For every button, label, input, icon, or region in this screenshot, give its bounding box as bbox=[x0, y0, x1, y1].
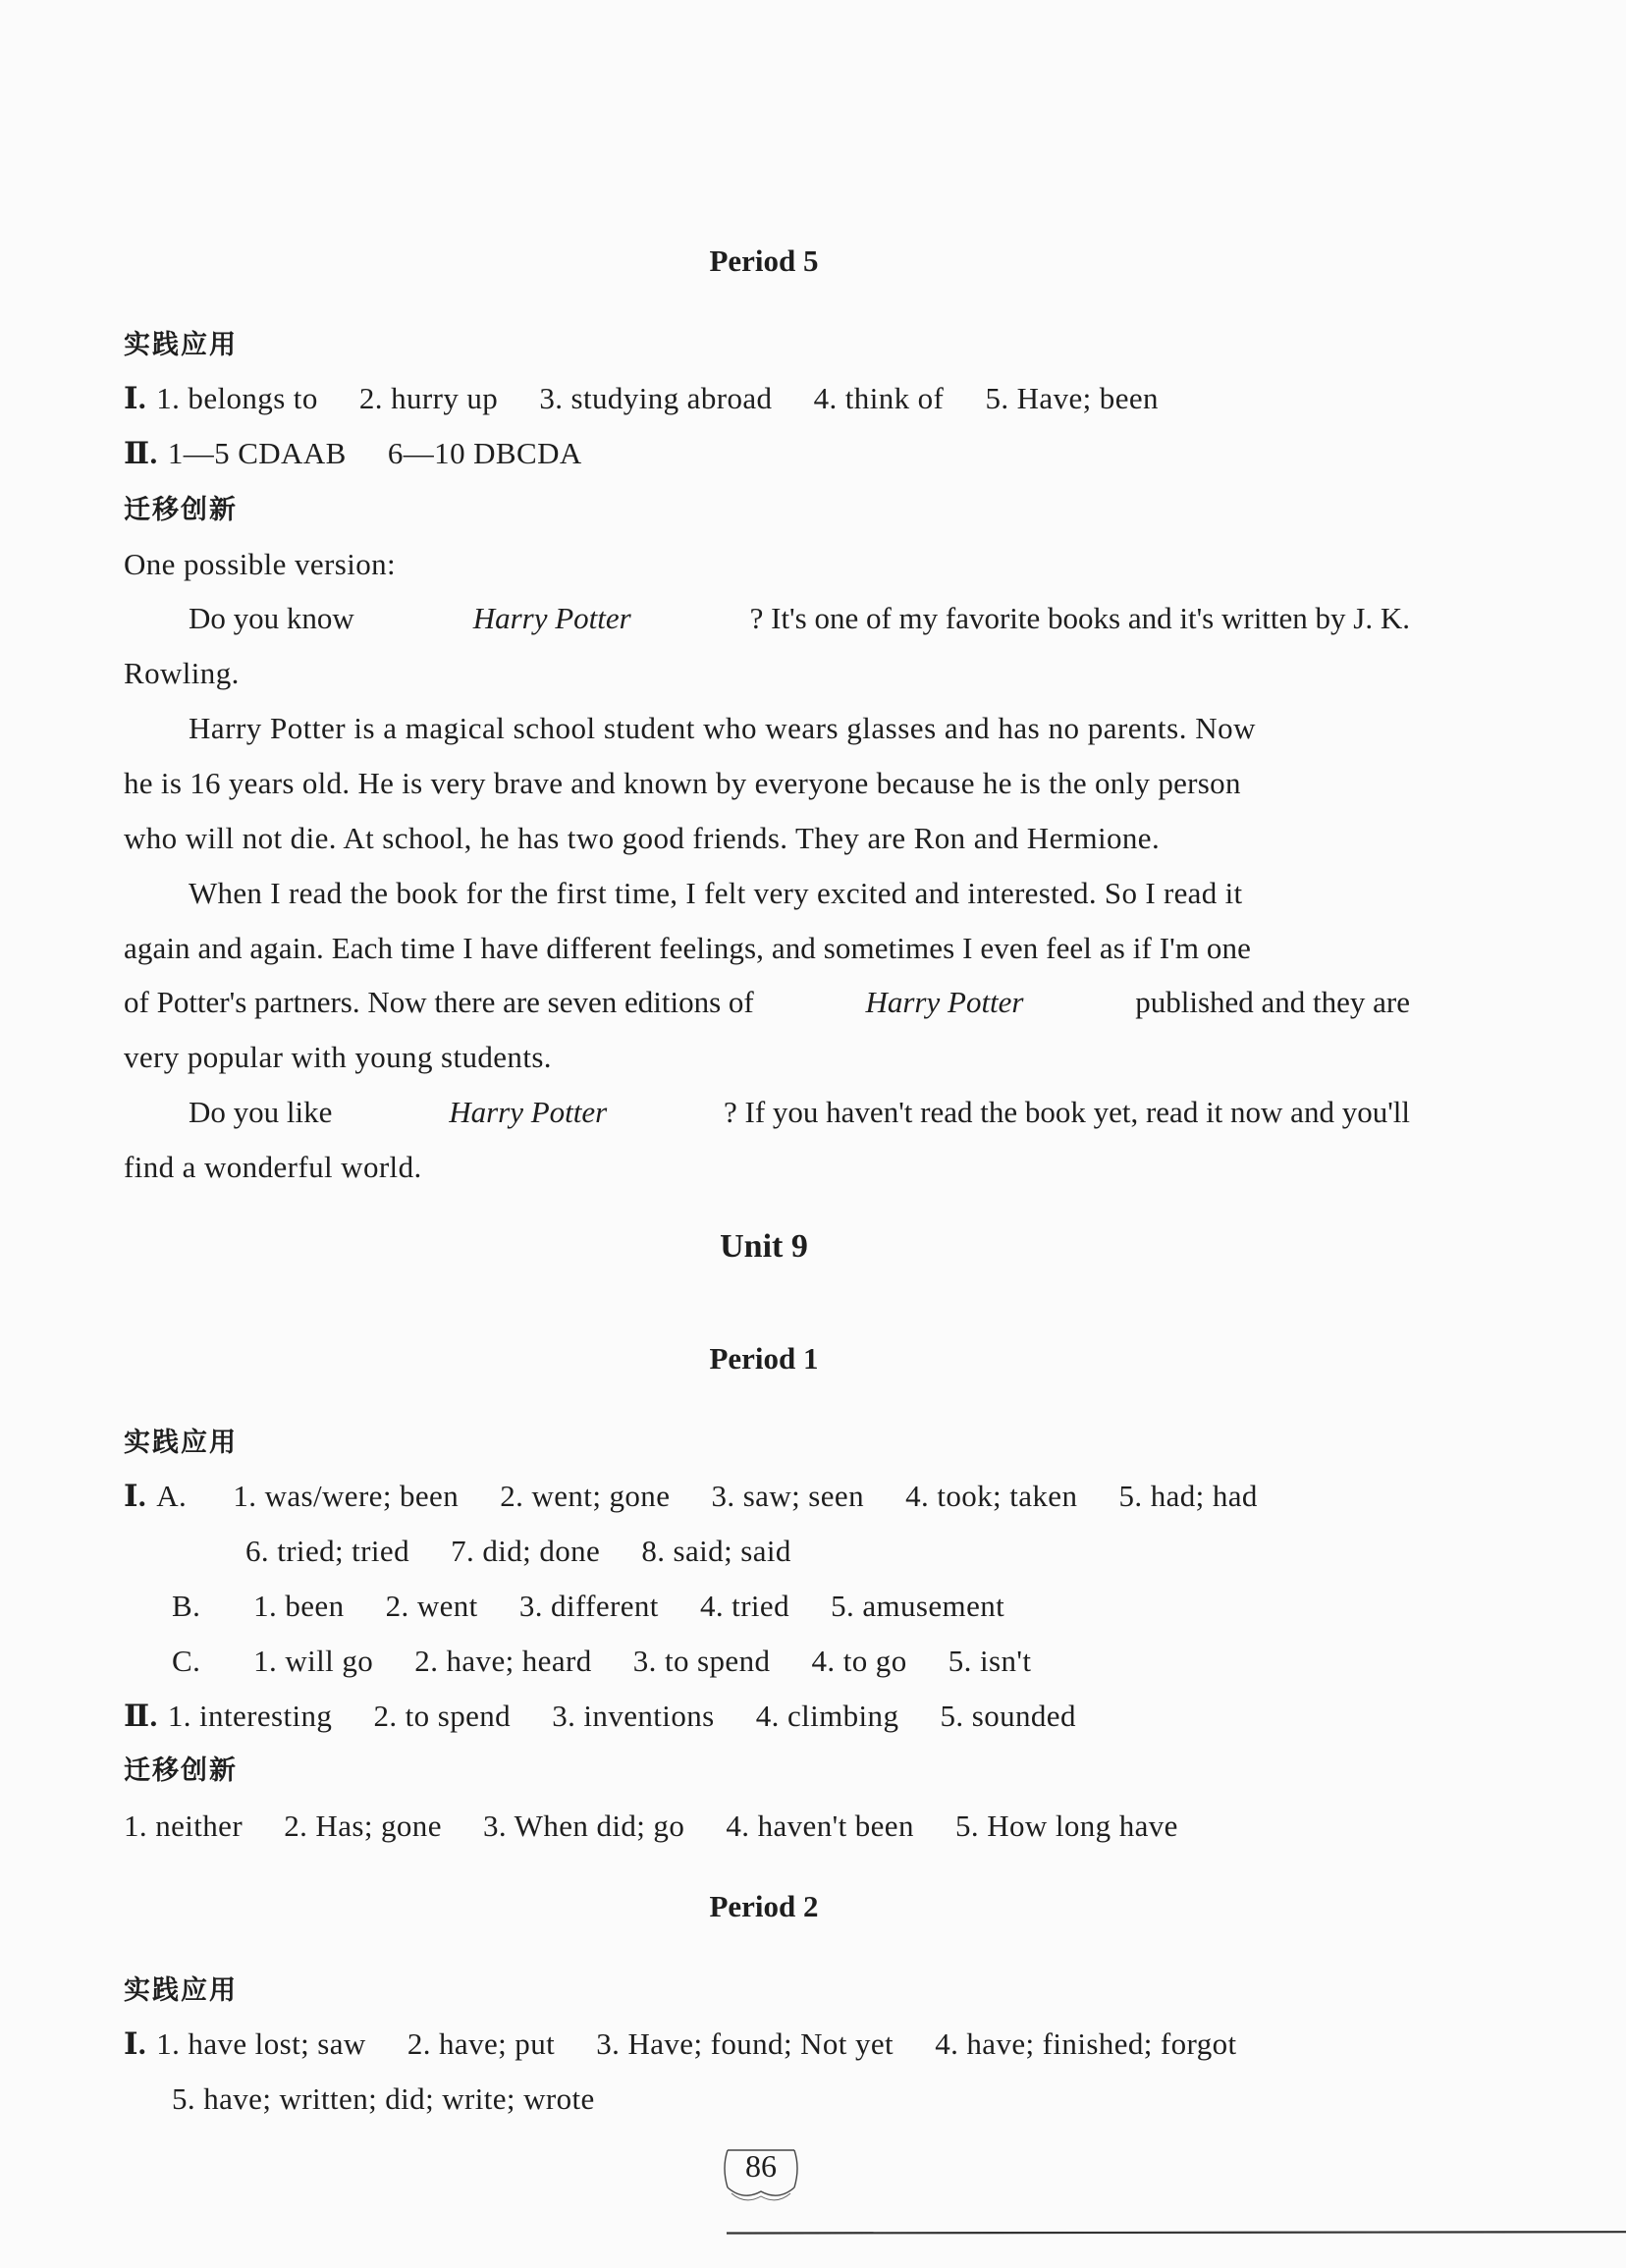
answer-item: 1. been bbox=[253, 1589, 345, 1623]
essay-paragraph-3-line-4: very popular with young students. bbox=[124, 1040, 552, 1074]
essay-paragraph-3-line-1: When I read the book for the first time, I felt very excited and interested. So I read it bbox=[189, 876, 1243, 910]
practice-section-label: 实践应用 bbox=[124, 330, 238, 360]
period1-part-1-a-row-2 bbox=[245, 1532, 791, 1571]
essay-paragraph-2-line-3: who will not die. At school, he has two good friends. They are Ron and Hermione. bbox=[124, 821, 1161, 855]
essay-text: Do you like bbox=[189, 1095, 333, 1129]
answer-item: 8. said; said bbox=[641, 1534, 791, 1568]
period-5-heading: Period 5 bbox=[709, 243, 819, 278]
period1-part-2-answers bbox=[124, 1697, 1076, 1736]
period1-part-1-b bbox=[172, 1587, 1004, 1626]
essay-intro: One possible version: bbox=[124, 547, 397, 581]
answer-item: 6. tried; tried bbox=[245, 1534, 409, 1568]
subsection-letter: C. bbox=[172, 1644, 201, 1678]
essay-paragraph-2-line-1: Harry Potter is a magical school student who wears glasses and has no parents. Now bbox=[189, 711, 1257, 745]
answer-item: 1. neither bbox=[124, 1809, 244, 1843]
footer-rule bbox=[727, 2231, 1626, 2235]
answer-item: 5. sounded bbox=[940, 1699, 1076, 1733]
answer-item: 2. hurry up bbox=[358, 381, 499, 415]
period2-part-1-row-2 bbox=[172, 2079, 595, 2119]
essay-paragraph-1-line-1 bbox=[189, 599, 1410, 638]
answer-item: 1. was/were; been bbox=[233, 1479, 460, 1513]
answer-item: 4. climbing bbox=[755, 1699, 899, 1733]
essay-text: of Potter's partners. Now there are seven editions of bbox=[124, 985, 754, 1019]
answer-item: 4. think of bbox=[813, 381, 945, 415]
answer-item: 3. studying abroad bbox=[539, 381, 773, 415]
period5-part-1-answers bbox=[124, 379, 1159, 418]
answer-item: 2. went; gone bbox=[500, 1479, 671, 1513]
essay-paragraph-3-line-3 bbox=[124, 983, 1410, 1022]
answer-item: 4. took; taken bbox=[905, 1479, 1078, 1513]
answer-item: 2. have; put bbox=[406, 2026, 556, 2061]
answer-item: 3. inventions bbox=[552, 1699, 715, 1733]
answer-item: 5. amusement bbox=[831, 1589, 1005, 1623]
answer-item: 3. different bbox=[518, 1589, 659, 1623]
subsection-letter: B. bbox=[172, 1589, 201, 1623]
answer-item: 7. did; done bbox=[451, 1534, 601, 1568]
essay-paragraph-2-line-2: he is 16 years old. He is very brave and known by everyone because he is the only person bbox=[124, 766, 1241, 800]
roman-numeral-2: Ⅱ. bbox=[124, 1699, 158, 1733]
answer-item: 5. isn't bbox=[948, 1644, 1032, 1678]
answer-item: 1. belongs to bbox=[156, 381, 318, 415]
answer-item: 5. How long have bbox=[955, 1809, 1178, 1843]
roman-numeral-2: Ⅱ. bbox=[124, 436, 158, 470]
period5-part-2-answers bbox=[124, 434, 582, 473]
subsection-letter: A. bbox=[156, 1479, 188, 1513]
answer-item: 4. haven't been bbox=[726, 1809, 914, 1843]
answer-item: 2. went bbox=[385, 1589, 478, 1623]
page-number-text: 86 bbox=[745, 2148, 777, 2184]
transfer-section-label: 迁移创新 bbox=[124, 1755, 238, 1786]
answer-item: 5. have; written; did; write; wrote bbox=[172, 2081, 595, 2116]
period1-part-1-a-row-1 bbox=[124, 1477, 1258, 1516]
answer-item: 4. have; finished; forgot bbox=[935, 2026, 1237, 2061]
period-2-heading: Period 2 bbox=[709, 1889, 819, 1923]
answer-item: 4. tried bbox=[699, 1589, 789, 1623]
answer-item: 5. Have; been bbox=[985, 381, 1159, 415]
answer-item: 5. had; had bbox=[1118, 1479, 1258, 1513]
essay-paragraph-4-line-1 bbox=[189, 1093, 1410, 1132]
answer-item: 2. have; heard bbox=[414, 1644, 592, 1678]
essay-paragraph-1-line-2: Rowling. bbox=[124, 656, 240, 690]
essay-text: ? It's one of my favorite books and it's written by J. K. bbox=[749, 601, 1410, 635]
transfer-section-label: 迁移创新 bbox=[124, 495, 238, 525]
practice-section-label: 实践应用 bbox=[124, 1975, 238, 2006]
page-number bbox=[714, 2144, 808, 2203]
unit-9-heading: Unit 9 bbox=[720, 1228, 808, 1265]
answer-item: 4. to go bbox=[811, 1644, 907, 1678]
book-title: Harry Potter bbox=[472, 601, 631, 635]
answer-item: 2. Has; gone bbox=[284, 1809, 442, 1843]
period1-transfer-answers bbox=[124, 1807, 1178, 1846]
period2-part-1-row-1 bbox=[124, 2025, 1237, 2064]
essay-text: ? If you haven't read the book yet, read it now and you'll bbox=[724, 1095, 1410, 1129]
answer-item: 3. to spend bbox=[632, 1644, 771, 1678]
answer-item: 1—5 CDAAB bbox=[167, 436, 347, 470]
answer-item: 3. Have; found; Not yet bbox=[596, 2026, 894, 2061]
roman-numeral-1: Ⅰ. bbox=[124, 381, 147, 415]
roman-numeral-1: Ⅰ. bbox=[124, 2026, 147, 2061]
answer-item: 3. saw; seen bbox=[711, 1479, 864, 1513]
essay-paragraph-4-line-2: find a wonderful world. bbox=[124, 1150, 422, 1184]
book-title: Harry Potter bbox=[865, 985, 1024, 1019]
answer-item: 6—10 DBCDA bbox=[387, 436, 582, 470]
answer-item: 1. have lost; saw bbox=[156, 2026, 366, 2061]
practice-section-label: 实践应用 bbox=[124, 1428, 238, 1458]
answer-item: 2. to spend bbox=[373, 1699, 512, 1733]
book-title: Harry Potter bbox=[449, 1095, 608, 1129]
answer-item: 1. will go bbox=[253, 1644, 374, 1678]
answer-item: 1. interesting bbox=[167, 1699, 333, 1733]
answer-item: 3. When did; go bbox=[483, 1809, 685, 1843]
period-1-heading: Period 1 bbox=[709, 1341, 819, 1376]
essay-text: Do you know bbox=[189, 601, 354, 635]
essay-text: published and they are bbox=[1135, 985, 1410, 1019]
essay-paragraph-3-line-2: again and again. Each time I have different feelings, and sometimes I even feel as if I'm one bbox=[124, 931, 1251, 965]
roman-numeral-1: Ⅰ. bbox=[124, 1479, 147, 1513]
period1-part-1-c bbox=[172, 1642, 1031, 1681]
